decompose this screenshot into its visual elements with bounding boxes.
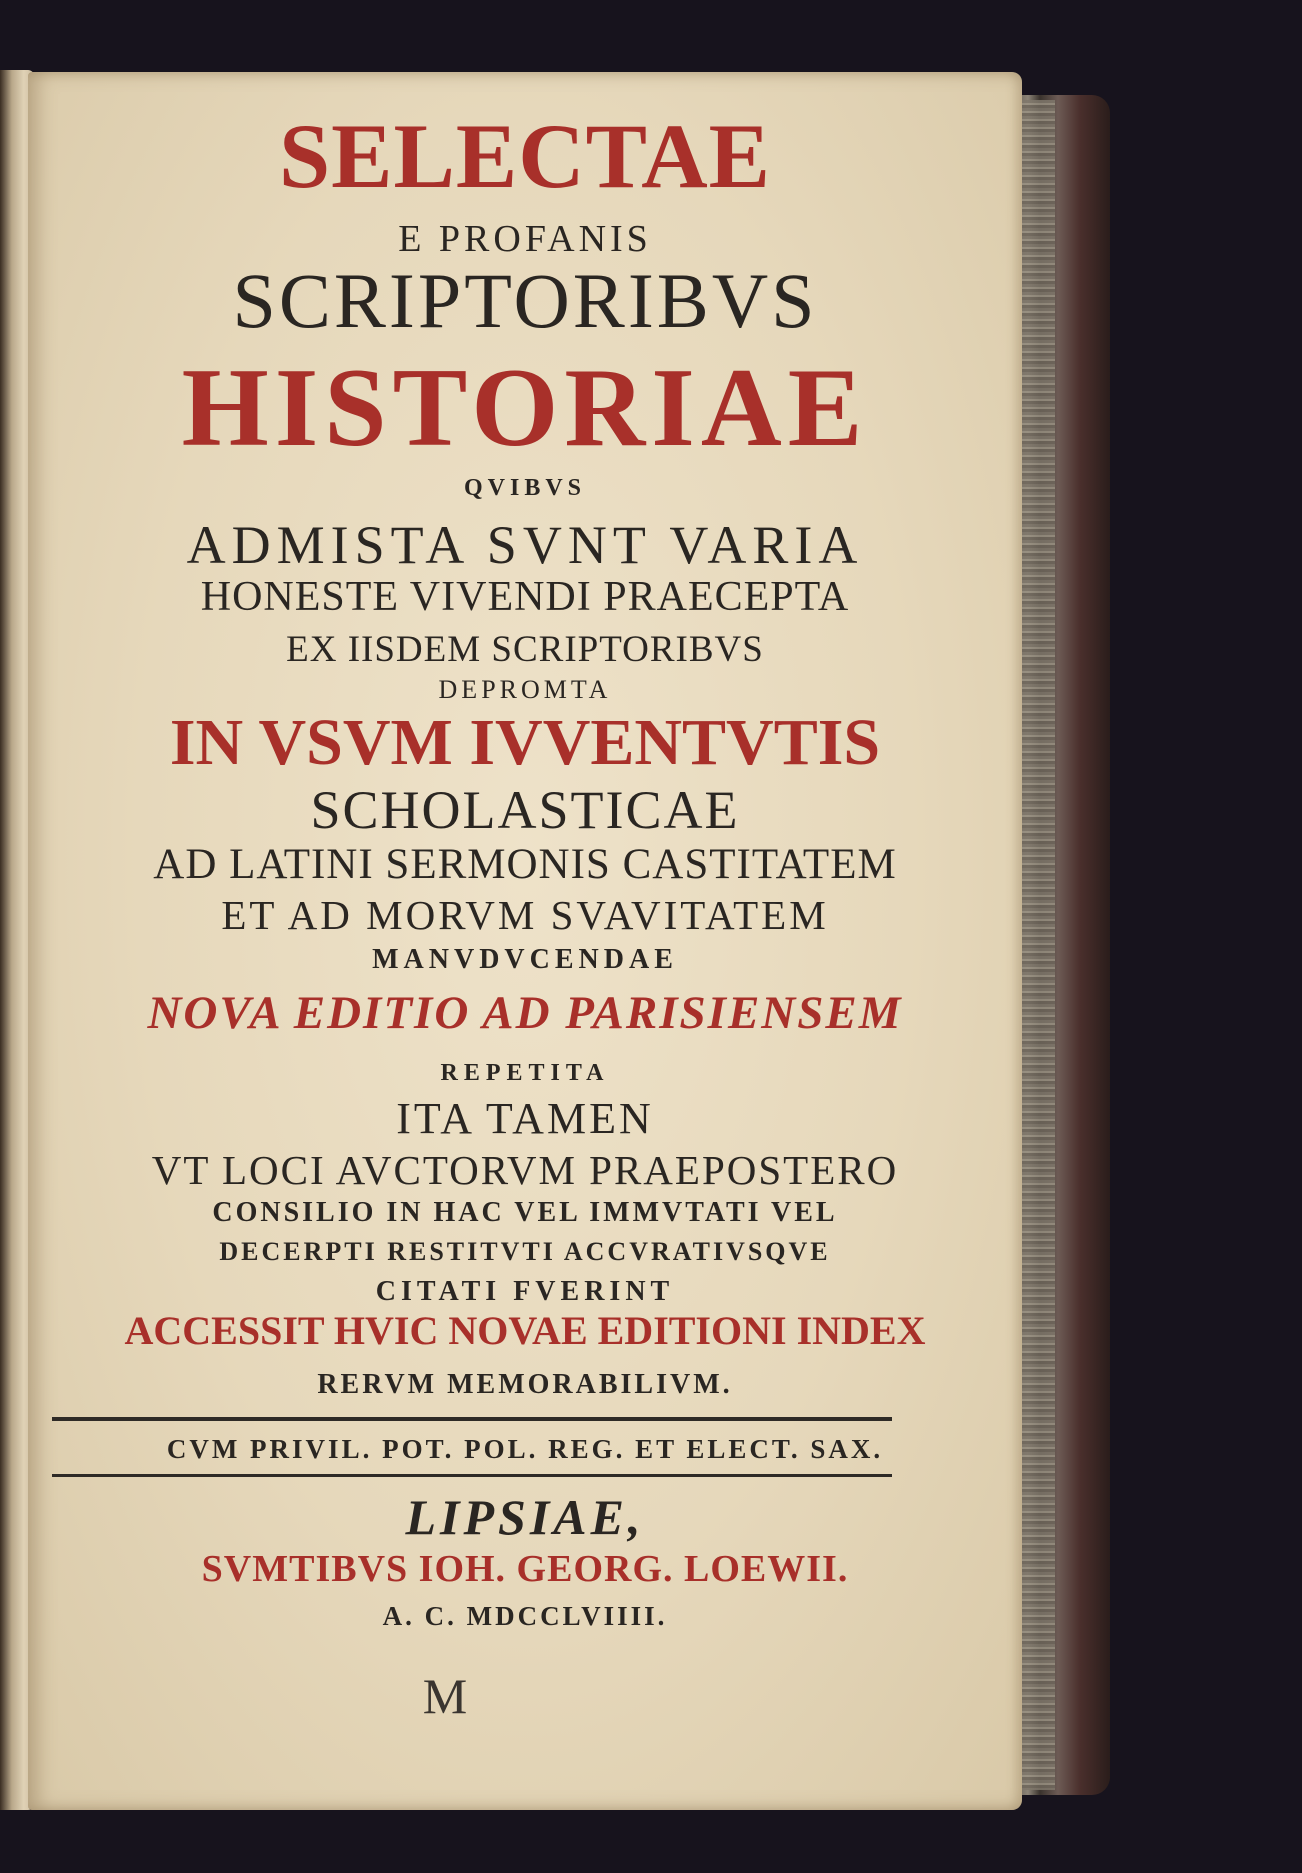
title-nova-editio: NOVA EDITIO AD PARISIENSEM [147, 987, 903, 1039]
title-admista: ADMISTA SVNT VARIA [186, 515, 864, 575]
title-selectae: SELECTAE [278, 105, 772, 207]
title-repetita: REPETITA [440, 1060, 610, 1086]
title-ex-iisdem: EX IISDEM SCRIPTORIBVS [286, 629, 764, 670]
imprint-publisher: SVMTIBVS IOH. GEORG. LOEWII. [201, 1548, 849, 1590]
title-e-profanis: E PROFANIS [398, 218, 652, 260]
title-manuducendae: MANVDVCENDAE [372, 944, 678, 975]
upper-rule [52, 1417, 892, 1421]
title-ad-latini: AD LATINI SERMONIS CASTITATEM [153, 841, 897, 888]
imprint-place: LIPSIAE, [405, 1489, 645, 1545]
title-in-usum: IN VSVM IVVENTVTIS [169, 706, 881, 779]
title-consilio: CONSILIO IN HAC VEL IMMVTATI VEL [212, 1197, 838, 1228]
title-rerum: RERVM MEMORABILIVM. [317, 1369, 733, 1400]
title-quibus: QVIBVS [463, 475, 587, 501]
title-honeste: HONESTE VIVENDI PRAECEPTA [200, 574, 850, 620]
lower-rule [52, 1474, 892, 1477]
title-depromta: DEPROMTA [438, 675, 612, 704]
title-scriptoribus: SCRIPTORIBVS [232, 257, 818, 344]
monogram-stamp [410, 1665, 480, 1725]
title-ita-tamen: ITA TAMEN [396, 1094, 654, 1143]
title-decerpti: DECERPTI RESTITVTI ACCVRATIVSQVE [219, 1237, 831, 1266]
privilege-line: CVM PRIVIL. POT. POL. REG. ET ELECT. SAX. [166, 1434, 884, 1464]
title-historiae: HISTORIAE [181, 346, 869, 470]
title-accessit: ACCESSIT HVIC NOVAE EDITIONI INDEX [124, 1308, 926, 1353]
title-citati: CITATI FVERINT [375, 1276, 675, 1307]
imprint-year: A. C. MDCCLVIIII. [382, 1601, 668, 1631]
title-et-ad-morum: ET AD MORVM SVAVITATEM [221, 892, 829, 938]
title-ut-loci: VT LOCI AVCTORVM PRAEPOSTERO [151, 1147, 899, 1193]
monogram-letter: M [422, 1668, 468, 1724]
title-scholasticae: SCHOLASTICAE [310, 780, 740, 840]
